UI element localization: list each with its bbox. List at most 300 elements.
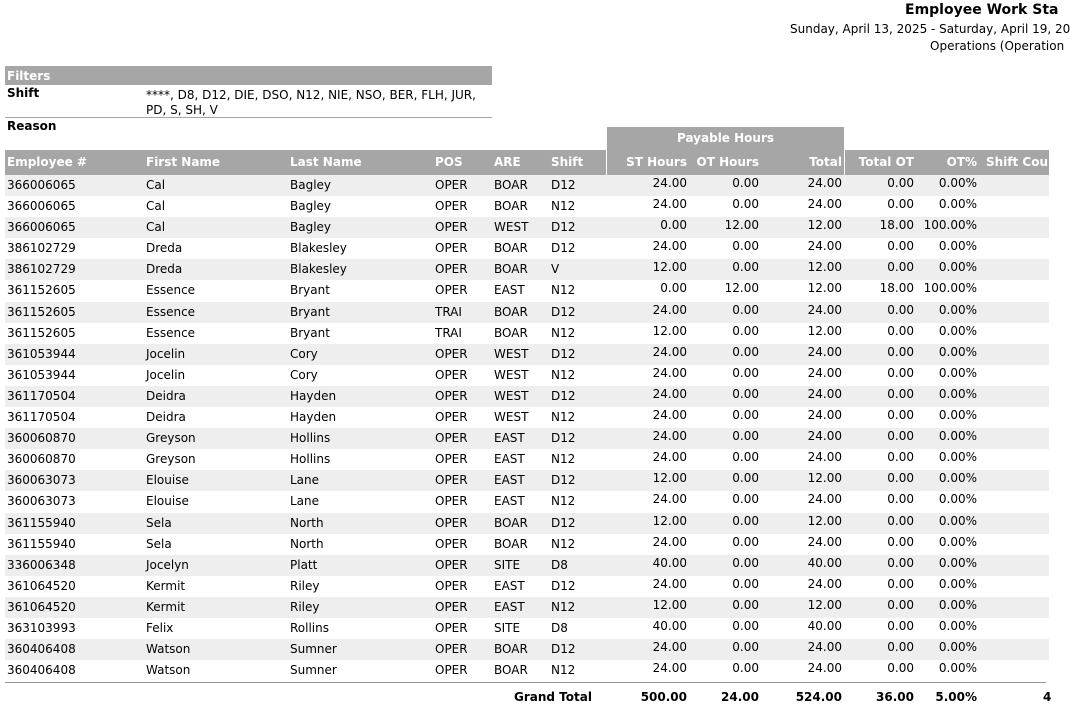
cell-st-hours: 12.00 [652, 513, 687, 528]
col-header-shift-count[interactable]: Shift Cou [986, 155, 1049, 169]
cell-are: EAST [494, 578, 525, 593]
cell-total-ot: 0.00 [887, 260, 914, 275]
cell-shift: D12 [551, 578, 576, 593]
table-row[interactable] [5, 280, 1049, 301]
cell-ot-hours: 0.00 [732, 239, 759, 254]
table-row[interactable] [5, 344, 1049, 365]
cell-ot-hours: 12.00 [724, 218, 759, 233]
table-row[interactable] [5, 513, 1049, 534]
cell-employee-number: 386102729 [7, 262, 76, 277]
cell-st-hours: 24.00 [652, 176, 687, 190]
cell-employee-number: 361053944 [7, 346, 76, 361]
cell-last-name: Sumner [290, 663, 337, 678]
cell-ot-pct: 0.00% [938, 576, 977, 591]
table-row[interactable] [5, 428, 1049, 449]
cell-employee-number: 361170504 [7, 388, 76, 403]
table-row[interactable] [5, 639, 1049, 660]
cell-ot-pct: 0.00% [938, 260, 977, 275]
cell-total: 24.00 [807, 408, 842, 423]
col-header-employee[interactable]: Employee # [7, 155, 87, 169]
cell-ot-hours: 0.00 [732, 176, 759, 190]
cell-shift: D12 [551, 388, 576, 403]
cell-pos: OPER [435, 536, 468, 551]
cell-total-ot: 0.00 [887, 576, 914, 591]
table-row[interactable] [5, 618, 1049, 639]
cell-ot-pct: 100.00% [923, 281, 977, 296]
cell-total: 12.00 [807, 260, 842, 275]
cell-first-name: Jocelin [146, 346, 186, 361]
cell-ot-hours: 0.00 [732, 555, 759, 570]
cell-are: BOAR [494, 304, 528, 319]
cell-shift: D8 [551, 620, 568, 635]
cell-st-hours: 24.00 [652, 365, 687, 380]
cell-total: 24.00 [807, 365, 842, 380]
cell-ot-hours: 0.00 [732, 197, 759, 212]
cell-are: EAST [494, 452, 525, 467]
cell-last-name: Bryant [290, 283, 330, 298]
cell-total: 24.00 [807, 197, 842, 212]
cell-total: 12.00 [807, 471, 842, 486]
cell-shift: N12 [551, 325, 576, 340]
cell-are: BOAR [494, 536, 528, 551]
cell-st-hours: 24.00 [652, 534, 687, 549]
cell-ot-pct: 0.00% [938, 661, 977, 676]
cell-last-name: Blakesley [290, 241, 347, 256]
cell-first-name: Greyson [146, 431, 196, 446]
cell-total-ot: 0.00 [887, 618, 914, 633]
cell-total: 24.00 [807, 576, 842, 591]
cell-total: 24.00 [807, 429, 842, 444]
cell-total-ot: 0.00 [887, 513, 914, 528]
cell-shift: D12 [551, 642, 576, 657]
grand-total-shift-count: 4 [1043, 690, 1052, 704]
table-row[interactable] [5, 386, 1049, 407]
cell-total-ot: 0.00 [887, 344, 914, 359]
table-row[interactable] [5, 555, 1049, 576]
cell-are: BOAR [494, 642, 528, 657]
table-row[interactable] [5, 449, 1049, 470]
cell-first-name: Watson [146, 663, 191, 678]
cell-employee-number: 361170504 [7, 410, 76, 425]
cell-employee-number: 361152605 [7, 283, 76, 298]
cell-shift: D12 [551, 241, 576, 256]
cell-st-hours: 40.00 [652, 618, 687, 633]
cell-are: EAST [494, 473, 525, 488]
cell-employee-number: 336006348 [7, 557, 76, 572]
cell-employee-number: 360406408 [7, 663, 76, 678]
cell-are: EAST [494, 599, 525, 614]
cell-shift: D12 [551, 346, 576, 361]
cell-ot-hours: 0.00 [732, 260, 759, 275]
cell-last-name: Bagley [290, 199, 332, 214]
cell-total-ot: 0.00 [887, 323, 914, 338]
table-row[interactable] [5, 302, 1049, 323]
cell-ot-pct: 0.00% [938, 408, 977, 423]
col-header-are[interactable]: ARE [494, 155, 521, 169]
cell-total-ot: 18.00 [879, 281, 914, 296]
cell-last-name: Bagley [290, 220, 332, 235]
cell-employee-number: 360406408 [7, 642, 76, 657]
cell-pos: OPER [435, 262, 468, 277]
col-header-ot-hours[interactable]: OT Hours [696, 155, 759, 169]
table-row[interactable] [5, 259, 1049, 280]
cell-ot-hours: 0.00 [732, 661, 759, 676]
cell-are: BOAR [494, 262, 528, 277]
cell-last-name: Platt [290, 557, 318, 572]
cell-are: BOAR [494, 178, 528, 192]
cell-ot-pct: 0.00% [938, 197, 977, 212]
cell-total-ot: 0.00 [887, 450, 914, 465]
cell-pos: OPER [435, 515, 468, 530]
cell-first-name: Deidra [146, 410, 186, 425]
cell-total: 24.00 [807, 239, 842, 254]
cell-first-name: Dreda [146, 262, 183, 277]
cell-total-ot: 0.00 [887, 661, 914, 676]
grand-total-ot: 24.00 [721, 690, 759, 704]
table-row[interactable] [5, 660, 1049, 681]
cell-last-name: Hayden [290, 388, 337, 403]
cell-total-ot: 0.00 [887, 534, 914, 549]
cell-st-hours: 12.00 [652, 323, 687, 338]
cell-first-name: Watson [146, 642, 191, 657]
cell-employee-number: 366006065 [7, 220, 76, 235]
cell-shift: N12 [551, 367, 576, 382]
col-header-total-ot[interactable]: Total OT [858, 155, 914, 169]
table-row[interactable] [5, 323, 1049, 344]
cell-total: 12.00 [807, 597, 842, 612]
table-row[interactable] [5, 407, 1049, 428]
table-row[interactable] [5, 534, 1049, 555]
cell-employee-number: 361152605 [7, 325, 76, 340]
cell-ot-pct: 0.00% [938, 471, 977, 486]
cell-ot-hours: 0.00 [732, 471, 759, 486]
cell-pos: OPER [435, 410, 468, 425]
cell-st-hours: 24.00 [652, 408, 687, 423]
cell-st-hours: 24.00 [652, 492, 687, 507]
cell-are: WEST [494, 410, 529, 425]
cell-ot-pct: 0.00% [938, 323, 977, 338]
table-row[interactable] [5, 491, 1049, 512]
cell-ot-hours: 0.00 [732, 640, 759, 655]
cell-shift: N12 [551, 599, 576, 614]
report-title: Employee Work Sta [905, 2, 1059, 18]
cell-last-name: Bryant [290, 325, 330, 340]
cell-total: 24.00 [807, 534, 842, 549]
cell-shift: N12 [551, 663, 576, 678]
cell-ot-pct: 0.00% [938, 429, 977, 444]
cell-ot-pct: 100.00% [923, 218, 977, 233]
cell-employee-number: 361155940 [7, 515, 76, 530]
cell-first-name: Kermit [146, 578, 186, 593]
col-header-last-name[interactable]: Last Name [290, 155, 362, 169]
cell-total: 24.00 [807, 640, 842, 655]
cell-pos: OPER [435, 388, 468, 403]
cell-employee-number: 361155940 [7, 536, 76, 551]
table-row[interactable] [5, 576, 1049, 597]
cell-first-name: Jocelin [146, 367, 186, 382]
cell-st-hours: 12.00 [652, 471, 687, 486]
cell-are: WEST [494, 367, 529, 382]
cell-pos: OPER [435, 473, 468, 488]
cell-first-name: Cal [146, 220, 166, 235]
cell-shift: D12 [551, 178, 576, 192]
cell-pos: OPER [435, 367, 468, 382]
cell-ot-pct: 0.00% [938, 640, 977, 655]
filter-shift-label: Shift [7, 86, 40, 100]
cell-pos: OPER [435, 494, 468, 509]
cell-employee-number: 361064520 [7, 599, 76, 614]
cell-ot-hours: 0.00 [732, 513, 759, 528]
table-row[interactable] [5, 196, 1049, 217]
cell-last-name: Cory [290, 346, 318, 361]
cell-first-name: Cal [146, 199, 166, 214]
cell-total-ot: 0.00 [887, 176, 914, 190]
cell-total-ot: 0.00 [887, 492, 914, 507]
cell-are: BOAR [494, 241, 528, 256]
cell-pos: OPER [435, 578, 468, 593]
cell-total: 24.00 [807, 661, 842, 676]
cell-ot-pct: 0.00% [938, 239, 977, 254]
grand-total-st: 500.00 [640, 690, 687, 704]
cell-ot-hours: 0.00 [732, 492, 759, 507]
cell-are: EAST [494, 494, 525, 509]
cell-are: BOAR [494, 325, 528, 340]
cell-ot-hours: 0.00 [732, 386, 759, 401]
cell-last-name: Bryant [290, 304, 330, 319]
cell-shift: N12 [551, 536, 576, 551]
filter-reason-label: Reason [7, 119, 57, 133]
cell-last-name: North [290, 515, 324, 530]
col-header-shift[interactable]: Shift [551, 155, 584, 169]
cell-pos: OPER [435, 283, 468, 298]
cell-st-hours: 24.00 [652, 661, 687, 676]
cell-employee-number: 360063073 [7, 473, 76, 488]
filter-divider [5, 117, 492, 118]
cell-ot-hours: 12.00 [724, 281, 759, 296]
cell-total-ot: 0.00 [887, 386, 914, 401]
cell-total: 12.00 [807, 281, 842, 296]
cell-pos: OPER [435, 220, 468, 235]
cell-first-name: Felix [146, 620, 174, 635]
cell-pos: OPER [435, 199, 468, 214]
table-row[interactable] [5, 217, 1049, 238]
cell-first-name: Deidra [146, 388, 186, 403]
cell-pos: OPER [435, 663, 468, 678]
cell-shift: D12 [551, 431, 576, 446]
cell-total: 24.00 [807, 176, 842, 190]
cell-shift: N12 [551, 494, 576, 509]
cell-last-name: Hayden [290, 410, 337, 425]
grand-total-ot-pct: 5.00% [935, 690, 977, 704]
table-row[interactable] [5, 175, 1049, 196]
cell-st-hours: 24.00 [652, 302, 687, 317]
cell-are: WEST [494, 346, 529, 361]
cell-st-hours: 12.00 [652, 597, 687, 612]
cell-last-name: Bagley [290, 178, 332, 192]
cell-total-ot: 0.00 [887, 239, 914, 254]
cell-pos: TRAI [435, 325, 462, 340]
cell-pos: OPER [435, 599, 468, 614]
cell-total-ot: 0.00 [887, 555, 914, 570]
cell-first-name: Essence [146, 283, 196, 298]
payable-hours-group-header: Payable Hours [607, 127, 844, 150]
cell-shift: D8 [551, 557, 568, 572]
cell-total-ot: 0.00 [887, 408, 914, 423]
cell-employee-number: 363103993 [7, 620, 76, 635]
cell-st-hours: 40.00 [652, 555, 687, 570]
cell-total: 24.00 [807, 386, 842, 401]
cell-st-hours: 24.00 [652, 450, 687, 465]
cell-are: EAST [494, 283, 525, 298]
cell-st-hours: 24.00 [652, 239, 687, 254]
table-row[interactable] [5, 470, 1049, 491]
cell-first-name: Dreda [146, 241, 183, 256]
col-header-first-name[interactable]: First Name [146, 155, 221, 169]
cell-ot-pct: 0.00% [938, 450, 977, 465]
cell-total-ot: 0.00 [887, 365, 914, 380]
cell-shift: D12 [551, 473, 576, 488]
cell-are: WEST [494, 220, 529, 235]
cell-employee-number: 366006065 [7, 178, 76, 192]
cell-ot-pct: 0.00% [938, 365, 977, 380]
cell-first-name: Greyson [146, 452, 196, 467]
cell-are: SITE [494, 620, 521, 635]
cell-are: BOAR [494, 515, 528, 530]
cell-are: BOAR [494, 663, 528, 678]
cell-last-name: Riley [290, 578, 320, 593]
cell-first-name: Elouise [146, 494, 189, 509]
cell-first-name: Sela [146, 515, 172, 530]
cell-ot-pct: 0.00% [938, 302, 977, 317]
cell-total: 24.00 [807, 344, 842, 359]
cell-shift: V [551, 262, 560, 277]
cell-ot-pct: 0.00% [938, 513, 977, 528]
cell-pos: OPER [435, 431, 468, 446]
cell-ot-hours: 0.00 [732, 323, 759, 338]
cell-ot-hours: 0.00 [732, 429, 759, 444]
col-header-pos[interactable]: POS [435, 155, 463, 169]
grand-total-label: Grand Total [514, 690, 592, 704]
cell-pos: OPER [435, 557, 468, 572]
cell-st-hours: 24.00 [652, 576, 687, 591]
cell-ot-hours: 0.00 [732, 344, 759, 359]
cell-last-name: Lane [290, 494, 320, 509]
cell-total: 12.00 [807, 218, 842, 233]
cell-total-ot: 0.00 [887, 302, 914, 317]
table-row[interactable] [5, 365, 1049, 386]
cell-ot-pct: 0.00% [938, 344, 977, 359]
cell-pos: OPER [435, 178, 468, 192]
cell-employee-number: 361053944 [7, 367, 76, 382]
cell-employee-number: 360060870 [7, 431, 76, 446]
cell-employee-number: 361064520 [7, 578, 76, 593]
cell-total-ot: 0.00 [887, 429, 914, 444]
cell-last-name: Hollins [290, 452, 331, 467]
cell-pos: OPER [435, 620, 468, 635]
cell-ot-hours: 0.00 [732, 534, 759, 549]
table-row[interactable] [5, 238, 1049, 259]
cell-st-hours: 0.00 [660, 281, 687, 296]
cell-ot-hours: 0.00 [732, 365, 759, 380]
cell-ot-hours: 0.00 [732, 302, 759, 317]
table-body [5, 175, 1049, 681]
cell-last-name: Blakesley [290, 262, 347, 277]
cell-total: 12.00 [807, 323, 842, 338]
cell-st-hours: 24.00 [652, 197, 687, 212]
cell-first-name: Essence [146, 304, 196, 319]
col-header-total[interactable]: Total [809, 155, 842, 169]
cell-total: 24.00 [807, 492, 842, 507]
cell-first-name: Jocelyn [146, 557, 189, 572]
cell-st-hours: 12.00 [652, 260, 687, 275]
report-date-range: Sunday, April 13, 2025 - Saturday, April 19, 20 [790, 22, 1070, 36]
cell-employee-number: 386102729 [7, 241, 76, 256]
cell-shift: N12 [551, 452, 576, 467]
filters-header: Filters [5, 66, 492, 85]
cell-pos: OPER [435, 642, 468, 657]
grand-total-total: 524.00 [795, 690, 842, 704]
cell-pos: OPER [435, 452, 468, 467]
cell-total: 24.00 [807, 450, 842, 465]
cell-total-ot: 0.00 [887, 597, 914, 612]
cell-ot-hours: 0.00 [732, 618, 759, 633]
cell-employee-number: 366006065 [7, 199, 76, 214]
table-row[interactable] [5, 597, 1049, 618]
col-header-st-hours[interactable]: ST Hours [626, 155, 687, 169]
cell-last-name: Hollins [290, 431, 331, 446]
cell-ot-hours: 0.00 [732, 576, 759, 591]
cell-total: 40.00 [807, 618, 842, 633]
cell-ot-hours: 0.00 [732, 597, 759, 612]
grand-total-total-ot: 36.00 [876, 690, 914, 704]
cell-last-name: Lane [290, 473, 320, 488]
cell-shift: D12 [551, 220, 576, 235]
cell-first-name: Essence [146, 325, 196, 340]
grand-total-divider [5, 682, 1046, 683]
cell-first-name: Kermit [146, 599, 186, 614]
cell-shift: N12 [551, 199, 576, 214]
cell-last-name: Rollins [290, 620, 329, 635]
cell-last-name: Riley [290, 599, 320, 614]
cell-ot-pct: 0.00% [938, 492, 977, 507]
cell-total-ot: 18.00 [879, 218, 914, 233]
cell-total: 12.00 [807, 513, 842, 528]
cell-total-ot: 0.00 [887, 640, 914, 655]
filter-shift-values: ****, D8, D12, DIE, DSO, N12, NIE, NSO, BER, FLH, JUR, PD, S, SH, V [146, 88, 476, 117]
cell-pos: OPER [435, 241, 468, 256]
cell-employee-number: 360060870 [7, 452, 76, 467]
cell-pos: TRAI [435, 304, 462, 319]
cell-total-ot: 0.00 [887, 197, 914, 212]
report-department: Operations (Operation [930, 39, 1065, 53]
cell-ot-pct: 0.00% [938, 534, 977, 549]
cell-total-ot: 0.00 [887, 471, 914, 486]
cell-ot-pct: 0.00% [938, 176, 977, 190]
cell-first-name: Elouise [146, 473, 189, 488]
cell-shift: N12 [551, 283, 576, 298]
cell-are: BOAR [494, 199, 528, 214]
cell-ot-pct: 0.00% [938, 386, 977, 401]
col-header-ot-pct[interactable]: OT% [946, 155, 977, 169]
cell-ot-pct: 0.00% [938, 555, 977, 570]
cell-total: 40.00 [807, 555, 842, 570]
cell-last-name: Sumner [290, 642, 337, 657]
cell-are: WEST [494, 388, 529, 403]
cell-ot-hours: 0.00 [732, 408, 759, 423]
cell-first-name: Cal [146, 178, 166, 192]
cell-shift: D12 [551, 515, 576, 530]
cell-st-hours: 0.00 [660, 218, 687, 233]
